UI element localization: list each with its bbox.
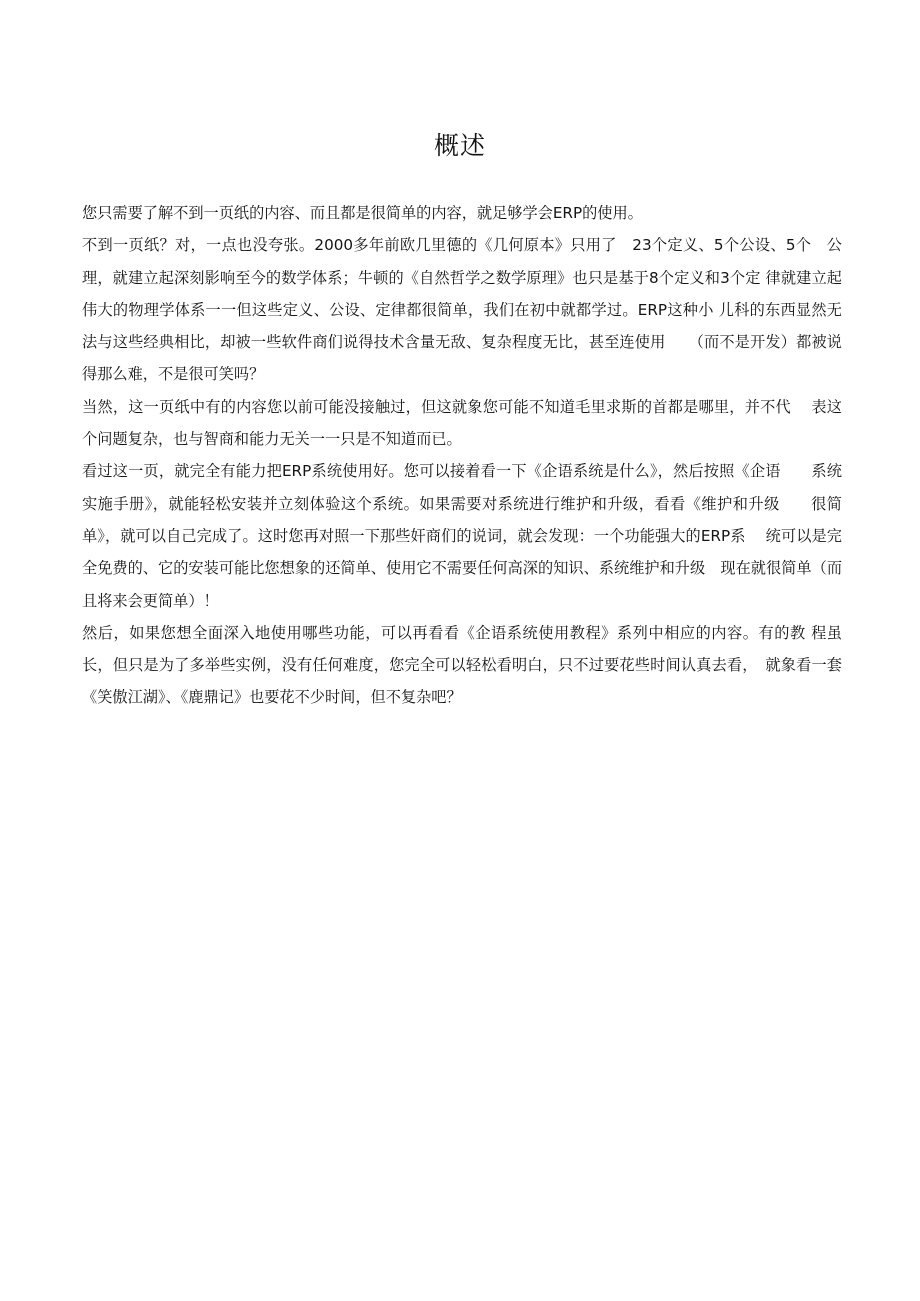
paragraph-1: 您只需要了解不到一页纸的内容、而且都是很简单的内容，就足够学会ERP的使用。 bbox=[82, 204, 643, 222]
paragraph-5: 然后，如果您想全面深入地使用哪些功能，可以再看看《企语系统使用教程》系列中相应的内容。有的教 程虽长，但只是为了多举些实例，没有任何难度，您完全可以轻松看明白，只不过要花些时间认真去看， 就象看一套《笑傲江湖》、《鹿鼎记》也要花不少时间，但不复杂吧？ bbox=[82, 623, 842, 707]
paragraph-4: 看过这一页，就完全有能力把ERP系统使用好。您可以接着看一下《企语系统是什么》，然后按照《企语 系统实施手册》，就能轻松安装并立刻体验这个系统。如果需要对系统进行维护和升级，看看《维护和升级 很简单》，就可以自己完成了。这时您再对照一下那些奸商们的说词，就会发现：一个功能强大的ERP系 统可以是完全免费的、它的安装可能比您想象的还简单、使用它不需要任何高深的知识、系统维护和升级 现在就很简单（而且将来会更简单）！ bbox=[82, 462, 842, 610]
document-title: 概述 bbox=[433, 131, 486, 160]
document-body bbox=[82, 197, 842, 714]
paragraph-2: 不到一页纸？对，一点也没夸张。2000多年前欧几里德的《几何原本》只用了 23个定义、5个公设、5个 公理，就建立起深刻影响至今的数学体系；牛顿的《自然哲学之数学原理》也只是基于8个定义和3个定 律就建立起伟大的物理学体系一一但这些定义、公设、定律都很简单，我们在初中就都学过。ERP这种小 儿科的东西显然无法与这些经典相比，却被一些软件商们说得技术含量无敌、复杂程度无比，甚至连使用 （而不是开发）都被说得那么难，不是很可笑吗？ bbox=[82, 236, 842, 384]
paragraph-3: 当然，这一页纸中有的内容您以前可能没接触过，但这就象您可能不知道毛里求斯的首都是哪里，并不代 表这个问题复杂，也与智商和能力无关一一只是不知道而已。 bbox=[82, 397, 842, 449]
